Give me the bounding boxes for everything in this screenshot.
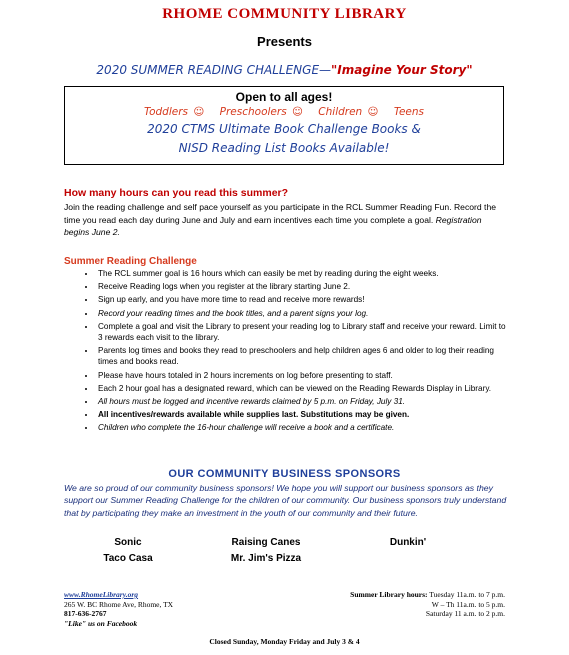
rule-item: • Sign up early, and you have more time to read and receive more rewards! bbox=[96, 294, 509, 305]
closed-days: Closed Sunday, Monday Friday and July 3 & 4 bbox=[209, 637, 360, 646]
hours-line-2: W – Th 11a.m. to 5 p.m. bbox=[431, 599, 505, 609]
rule-item: • All hours must be logged and incentive rewards claimed by 5 p.m. on Friday, July 31. bbox=[96, 396, 509, 407]
rule-item: • All incentives/rewards available while supplies last. Substitutions may be given. bbox=[96, 409, 509, 420]
rule-item: • Receive Reading logs when you register at the library starting June 2. bbox=[96, 281, 509, 292]
rule-item: • Children who complete the 16-hour challenge will receive a book and a certificate. bbox=[96, 422, 509, 433]
open-to-all-label: Open to all ages! bbox=[235, 90, 333, 104]
hours-label: Summer Library hours: bbox=[350, 590, 428, 599]
sponsor-mr-jims-pizza: Mr. Jim's Pizza bbox=[230, 553, 302, 564]
open-to-all-box bbox=[64, 86, 504, 165]
age-group-children: Children ☺ bbox=[318, 106, 379, 118]
sponsors-heading: OUR COMMUNITY BUSINESS SPONSORS bbox=[168, 468, 401, 480]
books-line-1: 2020 CTMS Ultimate Book Challenge Books & bbox=[147, 122, 421, 136]
age-group-preschoolers: Preschoolers ☺ bbox=[219, 106, 303, 118]
intro-text: Join the reading challenge and self pace yourself as you participate in the RCL Summer Reading Fun. Record the time you read each day during June and July and earn incentives each time you complete a goal. bbox=[64, 202, 497, 225]
library-address: 265 W. BC Rhome Ave, Rhome, TX bbox=[64, 599, 174, 609]
registration-note: Registration begins June 2. bbox=[64, 214, 482, 237]
website-link[interactable]: www.RhomeLibrary.org bbox=[64, 590, 139, 599]
hours-tuesday: Tuesday 11a.m. to 7 p.m. bbox=[429, 590, 505, 599]
facebook-note: "Like" us on Facebook bbox=[64, 618, 138, 628]
hours-line-3: Saturday 11 a.m. to 2 p.m. bbox=[425, 609, 505, 619]
hours-question: How many hours can you read this summer? bbox=[64, 187, 289, 199]
sponsor-raising-canes: Raising Canes bbox=[231, 537, 301, 548]
library-phone: 817-636-2767 bbox=[64, 609, 107, 619]
intro-paragraph bbox=[64, 201, 506, 239]
rules-list bbox=[64, 268, 509, 436]
books-available bbox=[65, 120, 503, 158]
sponsor-taco-casa: Taco Casa bbox=[103, 553, 153, 564]
rule-item: • Please have hours totaled in 2 hours increments on log before presenting to staff. bbox=[96, 370, 509, 381]
sponsors-intro: We are so proud of our community business sponsors! We hope you will support our business sponsors as they support our Summer Reading Challenge for the children of our community. Our business sponsors truly understand that by participating they make an investment in the youth of our community and their future. bbox=[64, 483, 507, 518]
age-group-toddlers: Toddlers ☺ bbox=[143, 106, 205, 118]
rule-item: • Each 2 hour goal has a designated reward, which can be viewed on the Reading Rewards Display in Library. bbox=[96, 383, 509, 394]
rule-item: • Complete a goal and visit the Library to present your reading log to Library staff and receive your reward. Limit to 3 rewards each visit to the library. bbox=[96, 321, 509, 343]
rule-item: • Record your reading times and the book titles, and a parent signs your log. bbox=[96, 308, 509, 319]
sponsor-dunkin: Dunkin' bbox=[389, 537, 427, 548]
rule-item: • The RCL summer goal is 16 hours which can easily be met by reading during the eight weeks. bbox=[96, 268, 509, 279]
rules-title: Summer Reading Challenge bbox=[64, 256, 197, 267]
books-line-2: NISD Reading List Books Available! bbox=[178, 141, 390, 155]
rule-item: • Parents log times and books they read to preschoolers and help children ages 6 and older to log their reading times and books read. bbox=[96, 345, 509, 367]
challenge-title bbox=[0, 63, 569, 77]
age-group-teens: Teens bbox=[393, 106, 425, 118]
challenge-theme: "Imagine Your Story" bbox=[331, 63, 473, 77]
challenge-title-text: 2020 SUMMER READING CHALLENGE— bbox=[96, 63, 332, 77]
hours-line-1 bbox=[350, 590, 505, 600]
age-groups bbox=[65, 106, 503, 118]
sponsor-sonic: Sonic bbox=[114, 537, 142, 548]
presents-heading: Presents bbox=[257, 34, 312, 49]
library-name: RHOME COMMUNITY LIBRARY bbox=[162, 6, 407, 22]
library-hours bbox=[350, 590, 505, 619]
contact-info bbox=[64, 590, 173, 628]
